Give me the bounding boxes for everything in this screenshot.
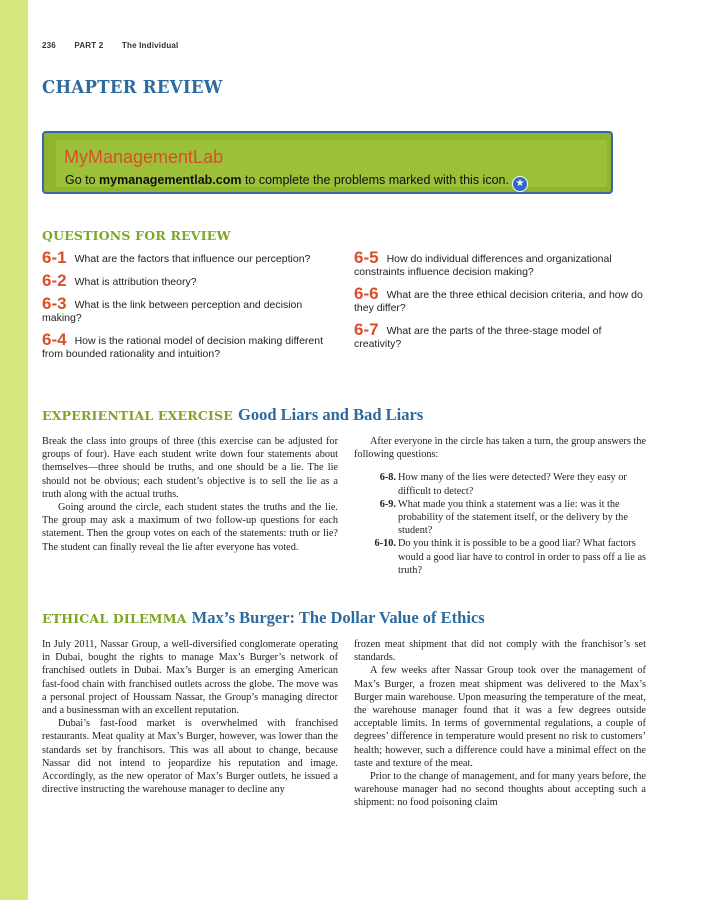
question-item — [42, 248, 342, 267]
mymanagementlab-logo: MyManagementLab — [64, 147, 224, 167]
list-item-text: How many of the lies were detected? Were they easy or difficult to detect? — [398, 472, 627, 497]
ethical-paragraph: frozen meat shipment that did not comply with the franchisor’s set standards. — [354, 639, 646, 664]
question-text: What is the link between perception and decision making? — [42, 299, 303, 324]
experiential-label: EXPERIENTIAL EXERCISE — [42, 408, 234, 423]
banner-text-suffix: to complete the problems marked with this icon. — [241, 173, 509, 187]
experiential-paragraph: After everyone in the circle has taken a turn, the group answers the following questions: — [354, 436, 646, 461]
question-item — [42, 294, 342, 325]
banner-link[interactable]: mymanagementlab.com — [99, 173, 242, 187]
ethical-left-column — [42, 638, 338, 796]
experiential-right-column — [354, 435, 646, 577]
question-number: 6-6 — [354, 284, 379, 303]
list-item — [354, 471, 646, 497]
ethical-label: ETHICAL DILEMMA — [42, 611, 187, 626]
list-item-text: What made you think a statement was a lie: was it the probability of the statement itself, or the delivery by the student? — [398, 498, 628, 537]
question-text: What is attribution theory? — [74, 276, 197, 288]
list-item — [354, 537, 646, 577]
banner-text — [65, 173, 528, 192]
ethical-paragraph: A few weeks after Nassar Group took over the management of Max’s Burger, a frozen meat shipment was delivered to the Max’s Burger main warehouse. Upon measuring the temperature of the meat, the warehouse manager found that it was a few degrees outside acceptable limits. In terms of governmental regulations, a couple of degrees’ difference in temperature would present no risk to customers’ health; however, such a difference could have a minimal effect on the taste and texture of the meat. — [354, 665, 646, 769]
list-item-number: 6-8. — [379, 472, 396, 484]
question-item — [354, 320, 644, 351]
ethical-paragraph: Dubai’s fast-food market is overwhelmed with franchised restaurants. Meat quality at Max’s Burger, however, was lower than the standards set by franchisors. This was all about to change, because Nassar did not intend to jeopardize his reputation and image. Accordingly, as the new operator of Max’s Burger outlets, he issued a directive instructing the warehouse manager to decline any — [42, 718, 338, 796]
list-item-text: Do you think it is possible to be a good liar? What factors would a good liar have to control in order to pass off a lie as truth? — [398, 538, 647, 576]
list-item — [354, 498, 646, 538]
question-text: What are the factors that influence our perception? — [74, 253, 311, 265]
list-item-number: 6-10. — [374, 538, 396, 550]
list-item-number: 6-9. — [379, 498, 396, 510]
experiential-heading — [42, 405, 423, 425]
chapter-title: CHAPTER REVIEW — [42, 77, 223, 98]
question-item — [354, 248, 644, 279]
experiential-title: Good Liars and Bad Liars — [238, 405, 424, 424]
question-text: What are the parts of the three-stage model of creativity? — [354, 325, 602, 350]
question-item — [354, 284, 644, 315]
questions-left-column — [42, 248, 342, 369]
question-item — [42, 271, 342, 290]
question-text: What are the three ethical decision criteria, and how do they differ? — [354, 289, 643, 314]
page-sidebar-band — [0, 0, 28, 900]
question-text: How do individual differences and organizational constraints influence decision making? — [354, 253, 612, 278]
experiential-question-list — [354, 471, 646, 577]
part-title: The Individual — [121, 41, 179, 50]
experiential-left-column — [42, 435, 338, 554]
questions-right-column — [354, 248, 644, 359]
question-number: 6-7 — [354, 320, 379, 339]
mymanagementlab-banner — [42, 131, 613, 194]
ethical-paragraph: In July 2011, Nassar Group, a well-diversified conglomerate operating in Dubai, bought the rights to manage Max’s Burger’s network of franchised outlets in Dubai. Max’s Burger is an emerging American fast-food chain with franchised outlets across the globe. The move was a personal project of Houssam Nassar, the Group’s managing director and a businessman with an excellent reputation. — [42, 639, 338, 717]
banner-text-prefix: Go to — [65, 173, 100, 187]
question-text: How is the rational model of decision making different from bounded rationality and intuition? — [42, 335, 324, 360]
ethical-title: Max’s Burger: The Dollar Value of Ethics — [191, 608, 485, 627]
experiential-paragraph: Going around the circle, each student states the truths and the lie. The group may ask a maximum of two follow-up questions for each statement. Then the group votes on each of the statements: truth or lie? The student can finally reveal the lie after everyone has voted. — [42, 502, 338, 553]
question-number: 6-3 — [42, 294, 67, 313]
question-item — [42, 330, 342, 361]
running-head — [42, 41, 194, 50]
ethical-paragraph: Prior to the change of management, and for many years before, the warehouse manager had no second thoughts about accepting such a shipment: no food poisoning claim — [354, 771, 646, 809]
question-number: 6-4 — [42, 330, 67, 349]
questions-heading: QUESTIONS FOR REVIEW — [42, 228, 231, 243]
experiential-paragraph: Break the class into groups of three (this exercise can be adjusted for groups of four). Have each student write down four statements about themselves—three should be truths, and one should be a lie. The lie should not be obvious; each student’s objective is to sell the lie as a truth along with the actual truths. — [42, 436, 338, 500]
ethical-right-column — [354, 638, 646, 810]
page-number: 236 — [42, 41, 56, 50]
ethical-heading — [42, 608, 485, 628]
question-number: 6-1 — [42, 248, 67, 267]
question-number: 6-2 — [42, 271, 67, 290]
part-label: PART 2 — [74, 41, 104, 50]
question-number: 6-5 — [354, 248, 379, 267]
star-icon: ★ — [512, 176, 528, 192]
